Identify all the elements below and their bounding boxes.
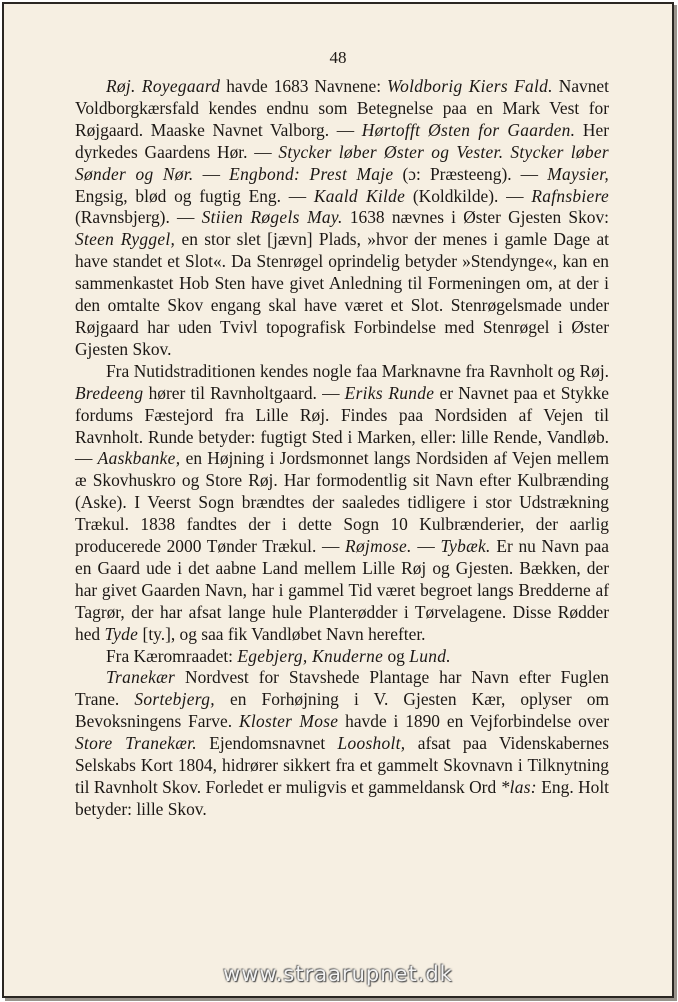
italic-place-name: Hørtofft Østen for Gaarden.	[361, 119, 576, 140]
text-run: en stor slet [jævn] Plads, »hvor der menes i gamle Dage at have standet et Slot«. Da Stenrøgel oprindelig betyder »Stendynge«, kan en sammenkastet Hob Sten have givet Anledning til Formeningen om, at der i den omtalte Skov engang skal have været et Slot. Stenrøgelsmade under Røjgaard har uden Tvivl topografisk Forbindelse med Stenrøgel i Øster Gjesten Skov.	[75, 229, 609, 359]
text-run: 1638 nævnes i Øster Gjesten Skov:	[342, 207, 609, 228]
text-run: Ejendomsnavnet	[196, 733, 338, 754]
italic-place-name: Tyde	[104, 623, 139, 644]
italic-place-name: Bredeeng	[75, 382, 144, 403]
text-run: (ɔ: Præsteeng). —	[393, 163, 548, 184]
italic-place-name: Kloster Mose	[238, 711, 339, 732]
text-run: Er nu Navn paa en Gaard ude i det aabne Land mellem Lille Røj og Gjesten. Bækken, der har givet Gaarden Navn, har i gammel Tid været begroet langs Bredderne af Tagrør, der har afsat lange hule Planterødder i Tørvelagene. Disse Rødder hed	[75, 536, 610, 644]
italic-place-name: Røj. Royegaard	[106, 76, 221, 96]
text-run: (Ravnsbjerg). —	[75, 207, 202, 228]
text-run: (Koldkilde). —	[405, 185, 532, 206]
body-text	[75, 76, 609, 821]
text-run: Fra Nutidstraditionen kendes nogle faa Marknavne fra Ravnholt og Røj.	[106, 360, 609, 381]
paragraph	[75, 646, 609, 668]
italic-place-name: Tranekær	[106, 667, 176, 688]
text-run: havde i 1890 en Vejforbindelse over	[338, 711, 609, 732]
text-run: en Forhøjning i V. Gjesten Kær, oplyser om Bevoksningens Farve.	[75, 689, 609, 732]
text-run: Nordvest for Stavshede Plantage har Navn efter Fuglen Trane.	[75, 667, 609, 710]
italic-place-name: Stiien Røgels May.	[201, 207, 343, 228]
italic-place-name: Steen Ryggel,	[75, 229, 176, 250]
paragraph	[75, 76, 609, 361]
text-run: afsat paa Videnskabernes Selskabs Kort 1804, hidrører sikkert fra et gammelt Skovnavn i Tilknytning til Ravnholt Skov. Forledet er muligvis et gammeldansk Ord	[75, 733, 609, 797]
text-run: hører til Ravnholtgaard. —	[143, 382, 345, 403]
italic-place-name: *las:	[500, 777, 537, 797]
text-run: —	[193, 163, 230, 184]
text-run: Engsig, blød og fugtig Eng. —	[75, 185, 314, 206]
italic-place-name: Loosholt,	[337, 733, 406, 754]
paragraph	[75, 667, 609, 820]
italic-place-name: Engbond: Prest Maje	[229, 163, 394, 184]
italic-place-name: Kaald Kilde	[313, 185, 406, 206]
italic-place-name: Store Tranekær.	[75, 733, 197, 754]
paragraph	[75, 361, 609, 646]
page-number: 48	[329, 48, 347, 67]
page-frame	[2, 2, 674, 998]
text-run: og	[383, 645, 410, 666]
italic-place-name: Eriks Runde	[344, 382, 435, 403]
italic-place-name: Maysier,	[547, 163, 609, 184]
text-run: [ty.], og saa fik Vandløbet Navn herefter.	[138, 623, 426, 644]
italic-place-name: Aaskbanke,	[97, 448, 181, 469]
italic-place-name: Rafnsbiere	[531, 185, 610, 206]
text-run: Fra Kæromraadet:	[106, 645, 238, 666]
italic-place-name: Lund.	[409, 645, 451, 666]
watermark: www.straarupnet.dk	[223, 962, 453, 986]
text-run: Eng. Holt betyder: lille Skov.	[75, 777, 610, 819]
italic-place-name: Stycker løber Øster og Vester. Stycker løber Sønder og Nør.	[75, 141, 609, 184]
text-run: Navnet Voldborgkærsfald kendes endnu som Betegnelse paa en Mark Vest for Røjgaard. Maaske Navnet Valborg. —	[75, 76, 609, 140]
italic-place-name: Woldborig Kiers Fald.	[386, 76, 553, 96]
italic-place-name: Sortebjerg,	[134, 689, 215, 710]
text-run: havde 1683 Navnene:	[220, 76, 387, 96]
text-run: Her dyrkedes Gaardens Hør. —	[75, 119, 609, 162]
italic-place-name: Tybæk.	[440, 536, 491, 557]
text-run: er Navnet paa et Stykke fordums Fæstejord fra Lille Røj. Findes paa Nordsiden af Vejen til Ravnholt. Runde betyder: fugtigt Sted i Marken, eller: lille Rende, Vandløb. —	[75, 382, 609, 469]
text-run: —	[411, 536, 441, 557]
italic-place-name: Egebjerg, Knuderne	[237, 645, 384, 666]
text-run: en Højning i Jordsmonnet langs Nordsiden af Vejen mellem æ Skovhuskro og Store Røj. Har formodentlig sit Navn efter Kulbrænding (Aske). I Veerst Sogn brændtes der saaledes tidligere i stor Udstrækning Trækul. 1838 fandtes der i dette Sogn 10 Kulbrænderier, der aarlig producerede 2000 Tønder Trækul. —	[75, 448, 609, 557]
italic-place-name: Røjmose.	[345, 536, 412, 557]
